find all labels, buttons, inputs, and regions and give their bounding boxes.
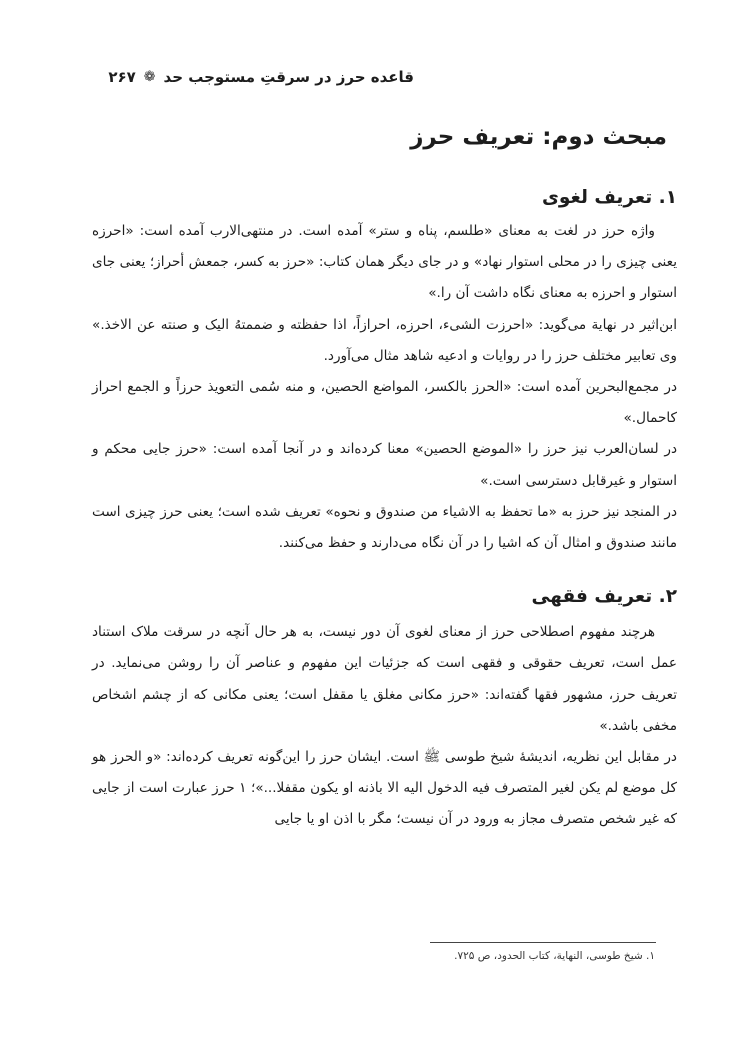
running-header [92, 68, 414, 86]
page-number: ۲۶۷ [108, 68, 136, 86]
section-title: مبحث دوم: تعریف حرز [410, 124, 667, 150]
paragraph: در لسان‌العرب نیز حرز را «الموضع الحصین» معنا کرده‌اند و در آنجا آمده است: «حرز جایی محکم و استوار و غیرقابل دسترسی است.» [92, 441, 677, 489]
footnote: ۱. شیخ طوسی، النهایة، کتاب الحدود، ص ۷۲۵. [454, 950, 655, 962]
paragraph: ابن‌اثیر در نهایة می‌گوید: «احرزت الشیء، احرزه، احرازاً، اذا حفظته و ضممتهُ الیک و صنته عن الاخذ.» وی تعابیر مختلف حرز را در روایات و ادعیه شاهد مثال می‌آورد. [92, 316, 677, 364]
running-title: قاعده حرز در سرقتِ مستوجب حد [163, 68, 414, 86]
paragraph: در مجمع‌البحرین آمده است: «الحرز بالکسر، المواضع الحصین، و منه سُمی التعویذ حرزاً و الجمع احراز کاحمال.» [92, 379, 677, 427]
paragraph: در المنجد نیز حرز به «ما تحفظ به الاشیاء من صندوق و نحوه» تعریف شده است؛ یعنی حرز چیزی است مانند صندوق و امثال آن که اشیا را در آن نگاه می‌دارند و حفظ می‌کنند. [92, 503, 677, 552]
ornament-icon: ❁ [143, 69, 156, 85]
paragraph: در مقابل این نظریه، اندیشهٔ شیخ طوسی ﷺ است. ایشان حرز را این‌گونه تعریف کرده‌اند: «و الحرز هو کل موضع لم یکن لغیر المتصرف فیه الدخول الیه الا باذنه او یکون مقفلا...»؛ ۱ حرز عبارت است از جایی که غیر شخص متصرف مجاز به ورود در آن نیست؛ مگر با اذن او یا جایی [92, 749, 678, 828]
subsection-heading-lexical: ۱. تعریف لغوی [541, 187, 677, 208]
paragraph: واژه حرز در لغت به معنای «طلسم، پناه و ستر» آمده است. در منتهی‌الارب آمده است: «احرزه یعنی چیزی را در محلی استوار نهاد» و در جای دیگر همان کتاب: «حرز به کسر، جمعش أحراز؛ یعنی جای استوار و احرزه به معنای نگاه داشت آن را.» [92, 223, 677, 302]
paragraph: هرچند مفهوم اصطلاحی حرز از معنای لغوی آن دور نیست، به هر حال آنچه در سرقت ملاک استناد عمل است، تعریف حقوقی و فقهی است که جزئیات این مفهوم و عناصر آن را روشن می‌نماید. در تعریف حرز، مشهور فقها گفته‌اند: «حرز مکانی مغلق یا مقفل است؛ یعنی مکانی که از چشم اشخاص مخفی باشد.» [92, 624, 677, 734]
footnote-divider [430, 942, 656, 943]
body-text [92, 178, 677, 836]
subsection-heading-juristic: ۲. تعریف فقهی [531, 586, 677, 608]
